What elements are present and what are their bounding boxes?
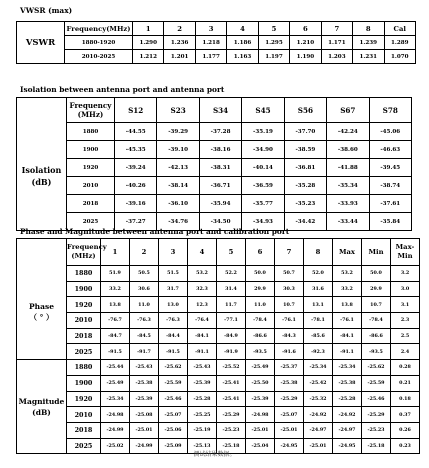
value-cell: -91.1 [188, 344, 217, 360]
value-cell: -37.61 [369, 195, 411, 213]
frequency-cell: 2025 [67, 213, 115, 231]
vswr-col-header: 5 [258, 22, 289, 36]
value-cell: 0.28 [391, 360, 420, 376]
table-row [17, 422, 420, 438]
value-cell: -91.7 [130, 344, 159, 360]
value-cell: 1.203 [321, 50, 352, 64]
value-cell: -25.39 [246, 391, 275, 407]
isolation-freq-header: Frequency (MHz) [67, 98, 115, 123]
value-cell: -25.18 [217, 438, 246, 454]
value-cell: -25.37 [275, 360, 304, 376]
frequency-cell: 2010 [67, 407, 101, 423]
value-cell: -84.1 [188, 328, 217, 344]
frequency-cell: 2018 [67, 422, 101, 438]
value-cell: 1.177 [195, 50, 226, 64]
value-cell: -25.52 [217, 360, 246, 376]
pm-freq-header: Frequency (MHz) [67, 239, 101, 266]
value-cell: -25.34 [304, 360, 333, 376]
value-cell: 1.289 [384, 36, 416, 50]
value-cell: -35.23 [284, 195, 326, 213]
isolation-title: Isolation between antenna port and antenna port [20, 85, 225, 94]
value-cell: 1.236 [164, 36, 195, 50]
value-cell: 3.1 [391, 297, 420, 313]
value-cell: -40.26 [115, 177, 157, 195]
value-cell: -93.5 [246, 344, 275, 360]
vswr-col-header: Cal [384, 22, 416, 36]
value-cell: -44.55 [115, 123, 157, 141]
isolation-col-header: S67 [327, 98, 369, 123]
table-row [17, 266, 420, 282]
isolation-col-header: S56 [284, 98, 326, 123]
value-cell: -84.5 [130, 328, 159, 344]
value-cell: -25.44 [101, 360, 130, 376]
pm-col-header: 5 [217, 239, 246, 266]
value-cell: -38.59 [284, 141, 326, 159]
value-cell: -25.32 [304, 391, 333, 407]
value-cell: 1.163 [227, 50, 258, 64]
value-cell: 31.7 [159, 281, 188, 297]
value-cell: -25.43 [130, 360, 159, 376]
value-cell: -25.38 [130, 375, 159, 391]
value-cell: 1.290 [133, 36, 164, 50]
value-cell: -25.49 [246, 360, 275, 376]
value-cell: -39.16 [115, 195, 157, 213]
vswr-row-label: VSWR [17, 22, 65, 64]
value-cell: -25.28 [333, 391, 362, 407]
value-cell: 1.190 [290, 50, 321, 64]
value-cell: -39.10 [157, 141, 199, 159]
value-cell: 30.6 [130, 281, 159, 297]
value-cell: -25.01 [246, 422, 275, 438]
frequency-cell: 1880 [67, 123, 115, 141]
frequency-cell: 1920 [67, 297, 101, 313]
table-row [17, 297, 420, 313]
value-cell: 2.4 [391, 344, 420, 360]
frequency-cell: 2025 [67, 344, 101, 360]
value-cell: -25.01 [304, 438, 333, 454]
value-cell: -93.5 [362, 344, 391, 360]
table-row [17, 159, 412, 177]
table-row [17, 177, 412, 195]
pm-col-header: Min [362, 239, 391, 266]
value-cell: 33.2 [101, 281, 130, 297]
value-cell: -25.41 [217, 391, 246, 407]
value-cell: 13.8 [101, 297, 130, 313]
value-cell: -38.31 [199, 159, 241, 177]
frequency-cell: 1900 [67, 375, 101, 391]
vswr-table [16, 21, 416, 64]
value-cell: -76.4 [188, 313, 217, 329]
value-cell: -76.3 [130, 313, 159, 329]
value-cell: -41.88 [327, 159, 369, 177]
row-group-label [17, 123, 67, 231]
value-cell: -33.93 [327, 195, 369, 213]
value-cell: -36.59 [242, 177, 284, 195]
value-cell: -86.6 [246, 328, 275, 344]
value-cell: 51.9 [101, 266, 130, 282]
value-cell: 31.4 [217, 281, 246, 297]
value-cell: -35.84 [369, 213, 411, 231]
frequency-cell: 1880-1920 [65, 36, 133, 50]
value-cell: 1.212 [133, 50, 164, 64]
value-cell: 53.2 [333, 266, 362, 282]
value-cell: -39.24 [115, 159, 157, 177]
value-cell: -24.99 [101, 422, 130, 438]
phase-magnitude-title: Phase and Magnitude between antenna port and calibration port [20, 227, 290, 236]
isolation-col-header: S12 [115, 98, 157, 123]
value-cell: 11.7 [217, 297, 246, 313]
value-cell: -35.77 [242, 195, 284, 213]
value-cell: -25.13 [188, 438, 217, 454]
value-cell: -39.45 [369, 159, 411, 177]
value-cell: -25.62 [362, 360, 391, 376]
value-cell: -76.7 [101, 313, 130, 329]
row-group-label-text: Isolation (dB) [21, 165, 62, 188]
value-cell: 10.7 [275, 297, 304, 313]
value-cell: -45.35 [115, 141, 157, 159]
value-cell: 29.9 [246, 281, 275, 297]
value-cell: -42.24 [327, 123, 369, 141]
isolation-col-header: S78 [369, 98, 411, 123]
value-cell: 1.210 [290, 36, 321, 50]
frequency-cell: 2018 [67, 195, 115, 213]
value-cell: 11.0 [246, 297, 275, 313]
value-cell: -24.98 [246, 407, 275, 423]
isolation-col-header: S34 [199, 98, 241, 123]
table-row [17, 141, 412, 159]
value-cell: -84.4 [159, 328, 188, 344]
pm-col-header: 3 [159, 239, 188, 266]
value-cell: -25.49 [101, 375, 130, 391]
value-cell: 0.21 [391, 375, 420, 391]
row-group-label-text: Phase [29, 302, 54, 312]
pm-col-header: 8 [304, 239, 333, 266]
value-cell: 13.1 [304, 297, 333, 313]
phase-magnitude-table [16, 238, 420, 454]
table-row [17, 391, 420, 407]
vswr-title: VWSR (max) [20, 6, 73, 15]
value-cell: -91.9 [217, 344, 246, 360]
value-cell: -91.5 [101, 344, 130, 360]
row-group-label-text: Magnitude (dB) [18, 396, 65, 417]
value-cell: -91.1 [333, 344, 362, 360]
value-cell: 1.186 [227, 36, 258, 50]
value-cell: 52.0 [304, 266, 333, 282]
value-cell: 12.3 [188, 297, 217, 313]
value-cell: -35.34 [327, 177, 369, 195]
value-cell: 31.6 [304, 281, 333, 297]
value-cell: 50.0 [362, 266, 391, 282]
value-cell: -38.60 [327, 141, 369, 159]
value-cell: 52.2 [217, 266, 246, 282]
value-cell: -25.01 [275, 422, 304, 438]
value-cell: -24.92 [304, 407, 333, 423]
value-cell: -25.46 [362, 391, 391, 407]
table-row [17, 360, 420, 376]
value-cell: -91.5 [159, 344, 188, 360]
value-cell: -36.10 [157, 195, 199, 213]
value-cell: -78.1 [304, 313, 333, 329]
table-row [17, 123, 412, 141]
value-cell: -25.29 [362, 407, 391, 423]
value-cell: -25.19 [188, 422, 217, 438]
value-cell: -34.50 [199, 213, 241, 231]
value-cell: -25.29 [217, 407, 246, 423]
pm-col-header: 7 [275, 239, 304, 266]
value-cell: -38.14 [157, 177, 199, 195]
value-cell: 11.0 [130, 297, 159, 313]
value-cell: 51.5 [159, 266, 188, 282]
value-cell: -25.07 [159, 407, 188, 423]
value-cell: -24.95 [275, 438, 304, 454]
value-cell: -38.16 [199, 141, 241, 159]
vswr-col-header: 3 [195, 22, 226, 36]
value-cell: -78.4 [246, 313, 275, 329]
value-cell: -46.63 [369, 141, 411, 159]
value-cell: -25.07 [275, 407, 304, 423]
value-cell: -84.7 [101, 328, 130, 344]
value-cell: -25.09 [159, 438, 188, 454]
row-group-label [17, 360, 67, 454]
value-cell: 1.218 [195, 36, 226, 50]
value-cell: -24.92 [333, 407, 362, 423]
vswr-col-header: 7 [321, 22, 352, 36]
table-row [17, 407, 420, 423]
value-cell: -85.6 [304, 328, 333, 344]
value-cell: -24.95 [333, 438, 362, 454]
table-row [17, 328, 420, 344]
value-cell: -25.41 [217, 375, 246, 391]
table-row [17, 195, 412, 213]
value-cell: 1.171 [321, 36, 352, 50]
value-cell: -24.98 [101, 407, 130, 423]
value-cell: -76.1 [333, 313, 362, 329]
value-cell: -25.38 [333, 375, 362, 391]
value-cell: -25.38 [275, 375, 304, 391]
frequency-cell: 2010-2025 [65, 50, 133, 64]
value-cell: -76.3 [159, 313, 188, 329]
frequency-cell: 2018 [67, 328, 101, 344]
value-cell: -84.9 [217, 328, 246, 344]
value-cell: 32.3 [188, 281, 217, 297]
value-cell: 2.3 [391, 313, 420, 329]
value-cell: -25.29 [275, 391, 304, 407]
pm-col-header: 4 [188, 239, 217, 266]
value-cell: 0.26 [391, 422, 420, 438]
phase-magnitude-header-row [17, 239, 420, 266]
value-cell: -25.08 [130, 407, 159, 423]
value-cell: -25.23 [217, 422, 246, 438]
value-cell: 50.0 [246, 266, 275, 282]
frequency-cell: 1920 [67, 159, 115, 177]
frequency-cell: 2025 [67, 438, 101, 454]
value-cell: -24.99 [130, 438, 159, 454]
frequency-cell: 2010 [67, 313, 101, 329]
value-cell: 1.231 [353, 50, 384, 64]
value-cell: 50.7 [275, 266, 304, 282]
value-cell: -84.1 [333, 328, 362, 344]
value-cell: -25.23 [362, 422, 391, 438]
value-cell: -25.18 [362, 438, 391, 454]
value-cell: 33.2 [333, 281, 362, 297]
value-cell: 0.23 [391, 438, 420, 454]
value-cell: -25.43 [188, 360, 217, 376]
value-cell: 2.5 [391, 328, 420, 344]
table-row [17, 36, 416, 50]
value-cell: -34.76 [157, 213, 199, 231]
pm-col-header: 2 [130, 239, 159, 266]
value-cell: -77.1 [217, 313, 246, 329]
isolation-col-header: S23 [157, 98, 199, 123]
row-group-unit: （ ° ） [29, 313, 54, 323]
value-cell: -40.14 [242, 159, 284, 177]
value-cell: 1.070 [384, 50, 416, 64]
value-cell: -34.90 [242, 141, 284, 159]
value-cell: 50.5 [130, 266, 159, 282]
pm-col-header: 6 [246, 239, 275, 266]
value-cell: 29.9 [362, 281, 391, 297]
isolation-header-row [17, 98, 412, 123]
value-cell: -86.6 [362, 328, 391, 344]
value-cell: -42.13 [157, 159, 199, 177]
value-cell: -33.44 [327, 213, 369, 231]
value-cell: -25.28 [188, 391, 217, 407]
isolation-table [16, 97, 412, 231]
value-cell: -45.06 [369, 123, 411, 141]
value-cell: -91.6 [275, 344, 304, 360]
value-cell: -78.4 [362, 313, 391, 329]
frequency-cell: 1880 [67, 266, 101, 282]
value-cell: -84.3 [275, 328, 304, 344]
frequency-cell: 2010 [67, 177, 115, 195]
pm-col-header: Max [333, 239, 362, 266]
vswr-col-header: 6 [290, 22, 321, 36]
figure-caption: 测试结果数据。 [193, 451, 236, 458]
value-cell: -34.93 [242, 213, 284, 231]
frequency-cell: 1880 [67, 360, 101, 376]
frequency-cell: 1920 [67, 391, 101, 407]
table-row [17, 344, 420, 360]
value-cell: 1.197 [258, 50, 289, 64]
value-cell: 13.8 [333, 297, 362, 313]
value-cell: -25.50 [246, 375, 275, 391]
value-cell: -25.39 [130, 391, 159, 407]
table-row [17, 375, 420, 391]
value-cell: -39.29 [157, 123, 199, 141]
vswr-col-header: 1 [133, 22, 164, 36]
value-cell: -25.59 [362, 375, 391, 391]
value-cell: -25.04 [246, 438, 275, 454]
value-cell: -25.42 [304, 375, 333, 391]
value-cell: 10.7 [362, 297, 391, 313]
isolation-col-header: S45 [242, 98, 284, 123]
table-row [17, 281, 420, 297]
value-cell: -76.1 [275, 313, 304, 329]
vswr-col-header: 8 [353, 22, 384, 36]
pm-col-header: Max-Min [391, 239, 420, 266]
value-cell: -35.19 [242, 123, 284, 141]
value-cell: -37.27 [115, 213, 157, 231]
vswr-col-header: 2 [164, 22, 195, 36]
value-cell: -35.94 [199, 195, 241, 213]
vswr-freq-header: Frequency(MHz) [65, 22, 133, 36]
value-cell: 0.18 [391, 391, 420, 407]
frequency-cell: 1900 [67, 281, 101, 297]
value-cell: 13.0 [159, 297, 188, 313]
value-cell: 30.3 [275, 281, 304, 297]
value-cell: -25.06 [159, 422, 188, 438]
vswr-header-row [17, 22, 416, 36]
value-cell: -25.59 [159, 375, 188, 391]
value-cell: -25.34 [333, 360, 362, 376]
value-cell: 3.0 [391, 281, 420, 297]
value-cell: -34.42 [284, 213, 326, 231]
value-cell: -25.39 [188, 375, 217, 391]
value-cell: -37.70 [284, 123, 326, 141]
value-cell: -35.28 [284, 177, 326, 195]
value-cell: 1.201 [164, 50, 195, 64]
table-row [17, 50, 416, 64]
value-cell: -36.81 [284, 159, 326, 177]
value-cell: -92.3 [304, 344, 333, 360]
pm-col-header: 1 [101, 239, 130, 266]
value-cell: 1.295 [258, 36, 289, 50]
value-cell: -25.01 [130, 422, 159, 438]
value-cell: -25.02 [101, 438, 130, 454]
value-cell: 0.37 [391, 407, 420, 423]
value-cell: -24.97 [333, 422, 362, 438]
value-cell: -25.62 [159, 360, 188, 376]
value-cell: 53.2 [188, 266, 217, 282]
table-row [17, 313, 420, 329]
value-cell: 3.2 [391, 266, 420, 282]
frequency-cell: 1900 [67, 141, 115, 159]
value-cell: -24.97 [304, 422, 333, 438]
value-cell: -25.25 [188, 407, 217, 423]
value-cell: -25.46 [159, 391, 188, 407]
value-cell: 1.239 [353, 36, 384, 50]
value-cell: -25.34 [101, 391, 130, 407]
value-cell: -38.74 [369, 177, 411, 195]
value-cell: -37.28 [199, 123, 241, 141]
value-cell: -36.71 [199, 177, 241, 195]
vswr-col-header: 4 [227, 22, 258, 36]
row-group-label [17, 266, 67, 360]
